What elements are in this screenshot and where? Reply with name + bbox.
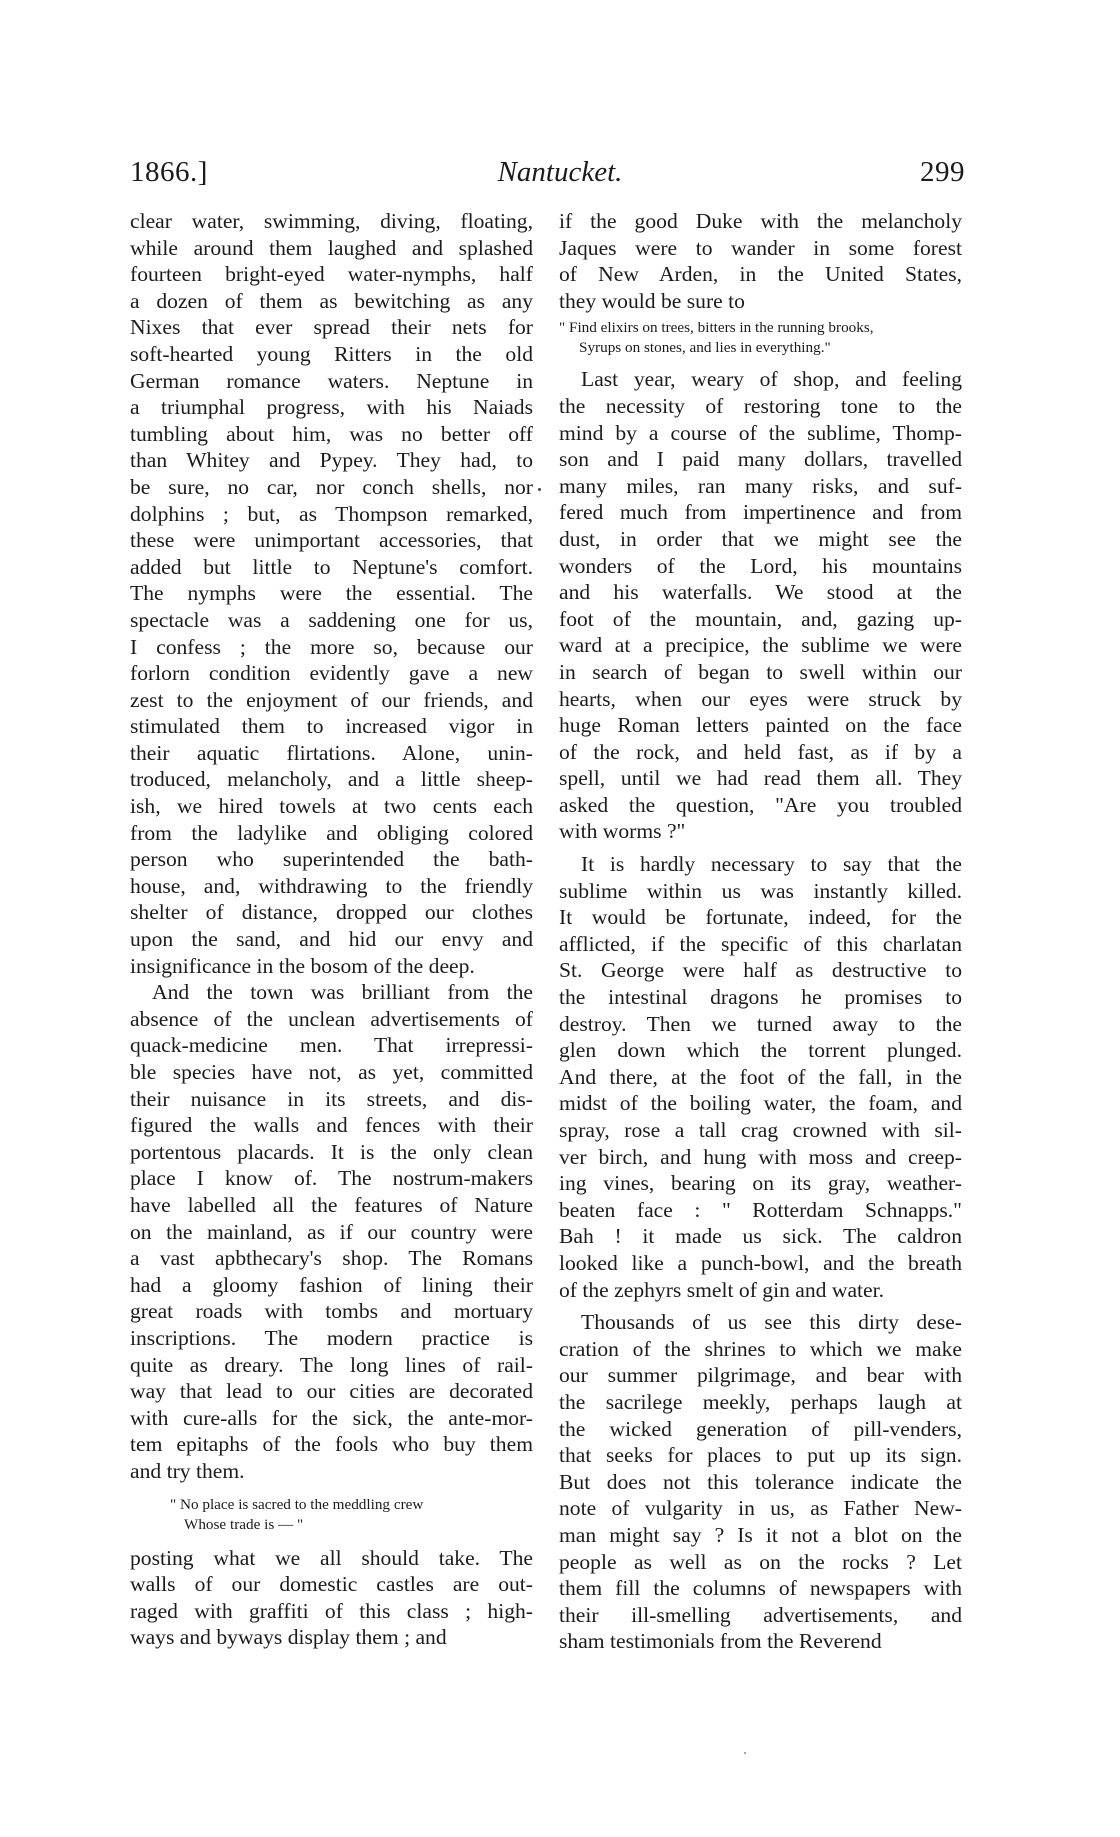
text-line: great roads with tombs and mortuary xyxy=(130,1299,533,1324)
text-line: the intestinal dragons he promises to xyxy=(559,985,962,1010)
text-line: people as well as on the rocks ? Let xyxy=(559,1549,962,1574)
text-line: house, and, withdrawing to the friendly xyxy=(130,873,533,898)
text-line: from the ladylike and obliging colored xyxy=(130,820,533,845)
text-line: hearts, when our eyes were struck by xyxy=(559,686,962,711)
text-line: dust, in order that we might see the xyxy=(559,526,962,551)
text-line: fourteen bright-eyed water-nymphs, half xyxy=(130,262,533,287)
text-line: raged with graffiti of this class ; high- xyxy=(130,1598,533,1623)
text-line: place I know of. The nostrum-makers xyxy=(130,1166,533,1191)
quote-line: " Find elixirs on trees, bitters in the running brooks, xyxy=(559,319,874,337)
verse-quotation xyxy=(130,1495,533,1535)
verse-quotation xyxy=(559,318,962,358)
text-line: be sure, no car, nor conch shells, nor xyxy=(130,474,533,499)
text-line: our summer pilgrimage, and bear with xyxy=(559,1363,962,1388)
text-line: they would be sure to xyxy=(559,288,745,313)
text-line: the necessity of restoring tone to the xyxy=(559,393,962,418)
text-line: with cure-alls for the sick, the ante-mor- xyxy=(130,1405,533,1430)
running-head xyxy=(0,156,1120,196)
paragraph xyxy=(559,208,962,314)
quote-line: Whose trade is — " xyxy=(184,1515,304,1533)
text-line: them fill the columns of newspapers with xyxy=(559,1576,962,1601)
left-column xyxy=(130,208,533,1651)
text-line: spectacle was a saddening one for us, xyxy=(130,607,533,632)
text-line: the wicked generation of pill-venders, xyxy=(559,1416,962,1441)
text-line: Thousands of us see this dirty dese- xyxy=(581,1310,962,1335)
text-line: their nuisance in its streets, and dis- xyxy=(130,1086,533,1111)
quote-line: " No place is sacred to the meddling crew xyxy=(170,1495,424,1513)
text-line: soft-hearted young Ritters in the old xyxy=(130,341,533,366)
text-line: shelter of distance, dropped our clothes xyxy=(130,900,533,925)
text-line: fered much from impertinence and from xyxy=(559,500,962,525)
text-line: that seeks for places to put up its sign. xyxy=(559,1443,962,1468)
quote-line: Syrups on stones, and lies in everything." xyxy=(579,339,831,357)
text-line: added but little to Neptune's comfort. xyxy=(130,554,533,579)
text-line: Jaques were to wander in some forest xyxy=(559,235,962,260)
page-number: 299 xyxy=(920,156,965,188)
text-line: tumbling about him, was no better off xyxy=(130,421,533,446)
running-head-year: 1866.] xyxy=(130,156,208,188)
text-line: It is hardly necessary to say that the xyxy=(581,852,962,877)
text-line: St. George were half as destructive to xyxy=(559,958,962,983)
text-line: with worms ?" xyxy=(559,819,686,844)
text-line: their ill-smelling advertisements, and xyxy=(559,1602,962,1627)
text-line: person who superintended the bath- xyxy=(130,847,533,872)
right-column xyxy=(559,208,962,1655)
text-line: And there, at the foot of the fall, in the xyxy=(559,1064,962,1089)
text-line: asked the question, "Are you troubled xyxy=(559,792,962,817)
text-line: their aquatic flirtations. Alone, unin- xyxy=(130,740,533,765)
text-line: walls of our domestic castles are out- xyxy=(130,1572,533,1597)
text-line: But does not this tolerance indicate the xyxy=(559,1469,962,1494)
text-line: way that lead to our cities are decorated xyxy=(130,1379,533,1404)
text-line: spray, rose a tall crag crowned with sil- xyxy=(559,1118,962,1142)
text-line: have labelled all the features of Nature xyxy=(130,1192,533,1217)
text-line: many miles, ran many risks, and suf- xyxy=(559,473,962,498)
text-line: while around them laughed and splashed xyxy=(130,235,533,260)
text-line: note of vulgarity in us, as Father New- xyxy=(559,1496,962,1521)
text-line: afflicted, if the specific of this charlatan xyxy=(559,931,962,956)
text-line: a dozen of them as bewitching as any xyxy=(130,288,533,313)
text-line: tem epitaphs of the fools who buy them xyxy=(130,1432,533,1457)
text-line: in search of began to swell within our xyxy=(559,659,962,684)
text-line: And the town was brilliant from the xyxy=(152,980,533,1005)
text-line: beaten face : " Rotterdam Schnapps." xyxy=(559,1197,962,1222)
paragraph xyxy=(559,366,962,845)
text-line: these were unimportant accessories, that xyxy=(130,528,533,553)
text-line: destroy. Then we turned away to the xyxy=(559,1011,962,1036)
text-line: posting what we all should take. The xyxy=(130,1545,533,1570)
text-line: than Whitey and Pypey. They had, to xyxy=(130,448,533,473)
text-line: looked like a punch-bowl, and the breath xyxy=(559,1250,962,1275)
text-line: The nymphs were the essential. The xyxy=(130,581,533,606)
text-line: ways and byways display them ; and xyxy=(130,1625,447,1650)
paragraph xyxy=(559,1309,962,1655)
margin-mark xyxy=(538,488,541,491)
text-line: of the zephyrs smelt of gin and water. xyxy=(559,1277,885,1302)
text-line: I confess ; the more so, because our xyxy=(130,634,533,659)
text-line: German romance waters. Neptune in xyxy=(130,368,533,393)
text-line: insignificance in the bosom of the deep. xyxy=(130,953,475,978)
text-line: a vast apbthecary's shop. The Romans xyxy=(130,1246,533,1271)
paragraph xyxy=(559,851,962,1303)
running-head-title: Nantucket. xyxy=(497,156,623,188)
text-line: forlorn condition evidently gave a new xyxy=(130,661,533,686)
text-line: cration of the shrines to which we make xyxy=(559,1336,962,1361)
text-line: zest to the enjoyment of our friends, and xyxy=(130,687,533,712)
text-line: Last year, weary of shop, and feeling xyxy=(581,367,962,392)
text-line: huge Roman letters painted on the face xyxy=(559,713,962,738)
text-line: inscriptions. The modern practice is xyxy=(130,1325,533,1350)
text-line: on the mainland, as if our country were xyxy=(130,1219,533,1244)
page-speck xyxy=(744,1752,746,1754)
text-line: stimulated them to increased vigor in xyxy=(130,714,533,739)
paragraph xyxy=(130,979,533,1484)
text-line: man might say ? Is it not a blot on the xyxy=(559,1522,962,1547)
text-line: It would be fortunate, indeed, for the xyxy=(559,905,962,930)
text-line: wonders of the Lord, his mountains xyxy=(559,553,962,578)
text-line: Bah ! it made us sick. The caldron xyxy=(559,1224,962,1249)
text-line: had a gloomy fashion of lining their xyxy=(130,1272,533,1297)
text-line: mind by a course of the sublime, Thomp- xyxy=(559,420,962,445)
text-line: Nixes that ever spread their nets for xyxy=(130,315,533,340)
text-line: dolphins ; but, as Thompson remarked, xyxy=(130,501,533,526)
text-line: figured the walls and fences with their xyxy=(130,1113,533,1138)
paragraph xyxy=(130,208,533,979)
text-line: clear water, swimming, diving, floating, xyxy=(130,209,533,233)
text-line: of New Arden, in the United States, xyxy=(559,262,962,287)
text-line: absence of the unclean advertisements of xyxy=(130,1006,533,1031)
text-line: portentous placards. It is the only clean xyxy=(130,1139,533,1164)
text-line: glen down which the torrent plunged. xyxy=(559,1038,962,1063)
text-line: sublime within us was instantly killed. xyxy=(559,878,962,903)
text-line: a triumphal progress, with his Naiads xyxy=(130,395,533,420)
text-line: ish, we hired towels at two cents each xyxy=(130,794,533,819)
text-line: foot of the mountain, and, gazing up- xyxy=(559,606,962,631)
text-line: quite as dreary. The long lines of rail- xyxy=(130,1352,533,1377)
text-line: upon the sand, and hid our envy and xyxy=(130,927,533,952)
text-line: ver birch, and hung with moss and creep- xyxy=(559,1144,962,1169)
text-line: midst of the boiling water, the foam, and xyxy=(559,1091,962,1116)
text-line: sham testimonials from the Reverend xyxy=(559,1629,882,1654)
text-line: troduced, melancholy, and a little sheep- xyxy=(130,767,533,792)
text-line: quack-medicine men. That irrepressi- xyxy=(130,1033,533,1058)
text-line: the sacrilege meekly, perhaps laugh at xyxy=(559,1389,962,1414)
paragraph xyxy=(130,1545,533,1651)
text-line: son and I paid many dollars, travelled xyxy=(559,447,962,472)
text-line: ward at a precipice, the sublime we were xyxy=(559,633,962,658)
text-line: of the rock, and held fast, as if by a xyxy=(559,739,962,764)
text-line: and try them. xyxy=(130,1458,245,1483)
text-line: spell, until we had read them all. They xyxy=(559,766,962,791)
text-line: if the good Duke with the melancholy xyxy=(559,209,962,233)
text-line: and his waterfalls. We stood at the xyxy=(559,580,962,605)
text-line: ing vines, bearing on its gray, weather- xyxy=(559,1171,962,1196)
text-line: ble species have not, as yet, committed xyxy=(130,1060,533,1084)
